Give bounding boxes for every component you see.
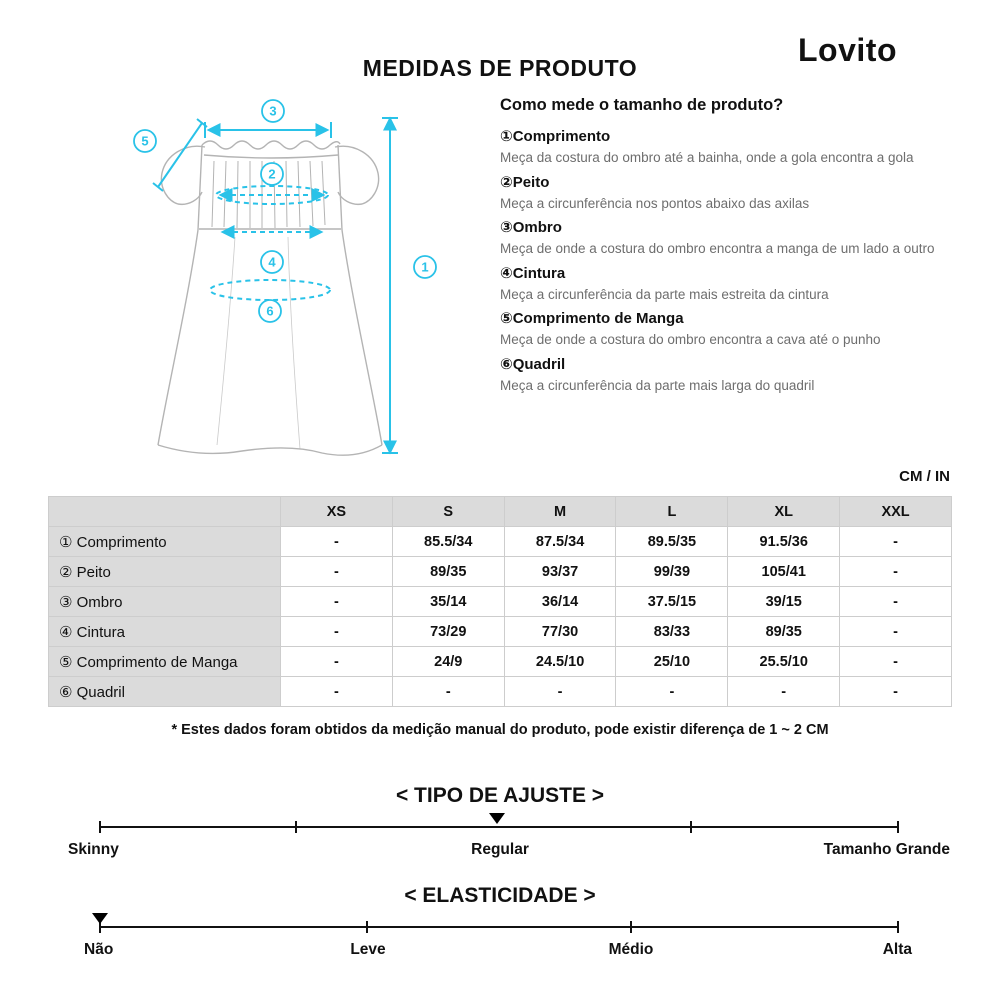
callout-2 [261, 163, 283, 185]
table-cell: - [392, 677, 504, 707]
item-number: ④ [500, 264, 513, 282]
guide-item-comprimento [500, 127, 956, 168]
row-label: ③ Ombro [49, 587, 281, 617]
table-cell: - [616, 677, 728, 707]
page-title: MEDIDAS DE PRODUTO [362, 55, 638, 82]
item-label: Quadril [512, 355, 566, 373]
table-cell: - [281, 587, 393, 617]
table-cell: 93/37 [504, 557, 616, 587]
table-cell: 35/14 [392, 587, 504, 617]
table-cell: 25.5/10 [728, 647, 840, 677]
table-cell: 25/10 [616, 647, 728, 677]
svg-text:1: 1 [421, 259, 429, 275]
unit-label: CM / IN [899, 468, 950, 485]
row-label: ⑥ Quadril [49, 677, 281, 707]
brand-logo: Lovito [798, 32, 897, 68]
item-description: Meça a circunferência da parte mais larga do quadril [500, 377, 815, 393]
table-cell: 77/30 [504, 617, 616, 647]
col-header-l: L [616, 497, 728, 527]
table-cell: - [840, 647, 952, 677]
elasticity-marker [92, 913, 108, 924]
table-cell: 24.5/10 [504, 647, 616, 677]
col-header-xxl: XXL [840, 497, 952, 527]
col-header-xs: XS [281, 497, 393, 527]
elasticity-label-medio: Médio [608, 941, 654, 958]
table-cell: 99/39 [616, 557, 728, 587]
table-cell: 83/33 [616, 617, 728, 647]
table-cell: - [281, 677, 393, 707]
svg-text:3: 3 [269, 103, 277, 119]
table-cell: 73/29 [392, 617, 504, 647]
table-cell: 39/15 [728, 587, 840, 617]
item-description: Meça da costura do ombro até a bainha, onde a gola encontra a gola [500, 150, 914, 165]
table-cell: - [728, 677, 840, 707]
table-footnote: * Estes dados foram obtidos da medição manual do produto, pode existir diferença de 1 ~ 2 CM [171, 722, 829, 738]
item-description: Meça de onde a costura do ombro encontra a cava até o punho [500, 332, 881, 348]
item-name [500, 264, 956, 282]
table-cell: - [840, 617, 952, 647]
item-label: Comprimento de Manga [512, 310, 684, 328]
svg-text:6: 6 [266, 303, 274, 319]
svg-text:4: 4 [268, 254, 276, 270]
fit-tick [99, 821, 101, 833]
table-cell: - [281, 647, 393, 677]
table-cell: - [840, 527, 952, 557]
item-name [500, 173, 956, 191]
fit-label-regular: Regular [471, 841, 529, 858]
col-header-xl: XL [728, 497, 840, 527]
table-cell: 89/35 [728, 617, 840, 647]
table-row [49, 647, 952, 677]
elasticity-slider-track [100, 926, 898, 928]
item-label: Peito [512, 173, 550, 191]
table-row [49, 587, 952, 617]
fit-tick [897, 821, 899, 833]
corner-cell [49, 497, 281, 527]
table-cell: 24/9 [392, 647, 504, 677]
guide-item-ombro [500, 218, 956, 259]
svg-text:5: 5 [141, 133, 149, 149]
table-cell: - [840, 557, 952, 587]
item-description: Meça de onde a costura do ombro encontra a manga de um lado a outro [500, 241, 935, 257]
table-cell: - [840, 677, 952, 707]
item-number: ⑥ [500, 355, 513, 373]
fit-label-tamanho-grande: Tamanho Grande [823, 841, 950, 858]
fit-marker [489, 813, 505, 824]
table-cell: 89.5/35 [616, 527, 728, 557]
dress-outline [158, 141, 382, 455]
callout-5 [134, 130, 156, 152]
callout-3 [262, 100, 284, 122]
table-cell: - [281, 617, 393, 647]
table-row [49, 677, 952, 707]
elasticity-tick [630, 921, 632, 933]
table-cell: 37.5/15 [616, 587, 728, 617]
elasticity-label-alta: Alta [882, 941, 912, 958]
table-cell: - [504, 677, 616, 707]
dress-measurement-diagram [50, 95, 450, 470]
measure-hip [210, 280, 330, 300]
elasticity-tick [897, 921, 899, 933]
svg-text:2: 2 [268, 166, 276, 182]
item-label: Comprimento [512, 128, 611, 145]
table-cell: 87.5/34 [504, 527, 616, 557]
item-number: ② [500, 173, 513, 191]
callout-4 [261, 251, 283, 273]
table-cell: 91.5/36 [728, 527, 840, 557]
elasticity-tick [366, 921, 368, 933]
item-label: Ombro [512, 219, 562, 237]
elasticity-section-heading: < ELASTICIDADE > [404, 884, 596, 907]
item-number: ① [500, 128, 513, 145]
size-table [48, 496, 952, 707]
item-number: ⑤ [500, 310, 513, 328]
row-label: ① Comprimento [49, 527, 281, 557]
elasticity-label-leve: Leve [350, 941, 386, 958]
guide-item-peito [500, 173, 956, 214]
row-label: ② Peito [49, 557, 281, 587]
table-cell: 36/14 [504, 587, 616, 617]
table-cell: 105/41 [728, 557, 840, 587]
table-cell: 85.5/34 [392, 527, 504, 557]
measure-shoulder [205, 122, 331, 138]
item-name [500, 218, 956, 236]
item-description: Meça a circunferência nos pontos abaixo das axilas [500, 195, 810, 211]
item-name [500, 309, 956, 327]
fit-tick [295, 821, 297, 833]
table-cell: - [281, 527, 393, 557]
item-number: ③ [500, 219, 513, 237]
elasticity-label-nao: Não [84, 941, 114, 958]
table-cell: - [840, 587, 952, 617]
col-header-s: S [392, 497, 504, 527]
row-label: ④ Cintura [49, 617, 281, 647]
measure-length [382, 118, 398, 453]
fit-tick [690, 821, 692, 833]
callout-1 [414, 256, 436, 278]
table-row [49, 557, 952, 587]
guide-item-comprimento-manga [500, 309, 956, 350]
table-row [49, 527, 952, 557]
guide-item-quadril [500, 355, 956, 396]
item-name [500, 355, 956, 373]
fit-label-skinny: Skinny [68, 841, 119, 858]
callout-6 [259, 300, 281, 322]
row-label: ⑤ Comprimento de Manga [49, 647, 281, 677]
guide-heading: Como mede o tamanho de produto? [500, 96, 784, 114]
item-name [500, 127, 956, 145]
table-row [49, 617, 952, 647]
dress-diagram-svg [50, 95, 450, 470]
table-cell: 89/35 [392, 557, 504, 587]
item-description: Meça a circunferência da parte mais estreita da cintura [500, 286, 829, 302]
fit-section-heading: < TIPO DE AJUSTE > [395, 784, 605, 807]
col-header-m: M [504, 497, 616, 527]
table-header-row [49, 497, 952, 527]
table-cell: - [281, 557, 393, 587]
guide-item-cintura [500, 264, 956, 305]
fit-slider-track [100, 826, 898, 828]
measurement-guide [500, 96, 956, 400]
item-label: Cintura [512, 264, 566, 282]
